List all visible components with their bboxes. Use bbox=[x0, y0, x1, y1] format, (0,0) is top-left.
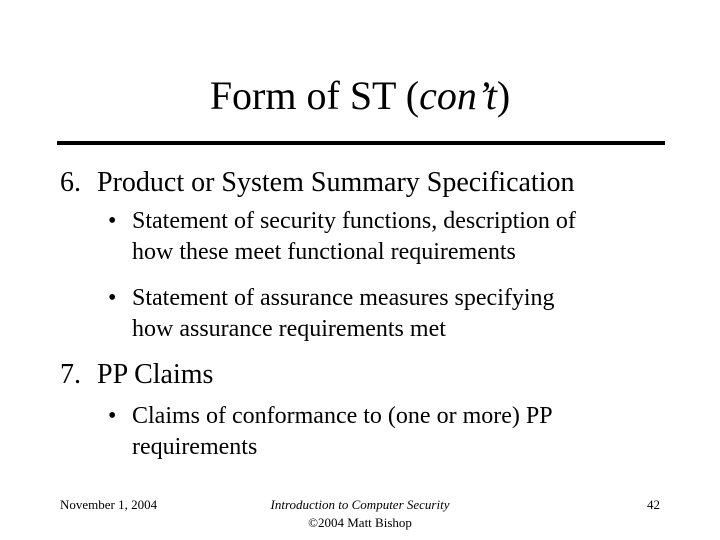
bullet-symbol: • bbox=[108, 208, 117, 234]
bullet-symbol: • bbox=[108, 285, 117, 311]
bullet-symbol: • bbox=[108, 403, 117, 429]
section-heading-text: PP Claims bbox=[97, 359, 214, 390]
footer-date: November 1, 2004 bbox=[60, 497, 158, 512]
footer-course-title: Introduction to Computer Security bbox=[270, 497, 450, 512]
section-number: 6. bbox=[60, 167, 81, 198]
bullet-item bbox=[108, 283, 668, 345]
bullet-line: Statement of assurance measures specifying bbox=[132, 285, 555, 311]
slide-title-end: ) bbox=[496, 73, 511, 118]
footer-page-number: 42 bbox=[647, 497, 660, 512]
section-7-heading bbox=[60, 358, 213, 392]
bullet-line: Statement of security functions, description of bbox=[132, 208, 576, 234]
bullet-item bbox=[108, 401, 668, 463]
title-divider bbox=[57, 141, 665, 145]
section-6-heading bbox=[60, 166, 575, 200]
bullet-line: requirements bbox=[132, 434, 258, 460]
bullet-line: how these meet functional requirements bbox=[132, 239, 516, 265]
slide-title-main: Form of ST ( bbox=[209, 73, 420, 118]
footer-course bbox=[220, 496, 500, 532]
slide-title bbox=[0, 70, 720, 122]
footer-copyright: ©2004 Matt Bishop bbox=[308, 515, 412, 530]
bullet-line: Claims of conformance to (one or more) PP bbox=[132, 403, 553, 429]
section-heading-text: Product or System Summary Specification bbox=[97, 167, 575, 198]
bullet-item bbox=[108, 206, 668, 268]
slide-title-italic: con’t bbox=[419, 73, 497, 118]
section-number: 7. bbox=[60, 359, 81, 390]
bullet-line: how assurance requirements met bbox=[132, 316, 446, 342]
